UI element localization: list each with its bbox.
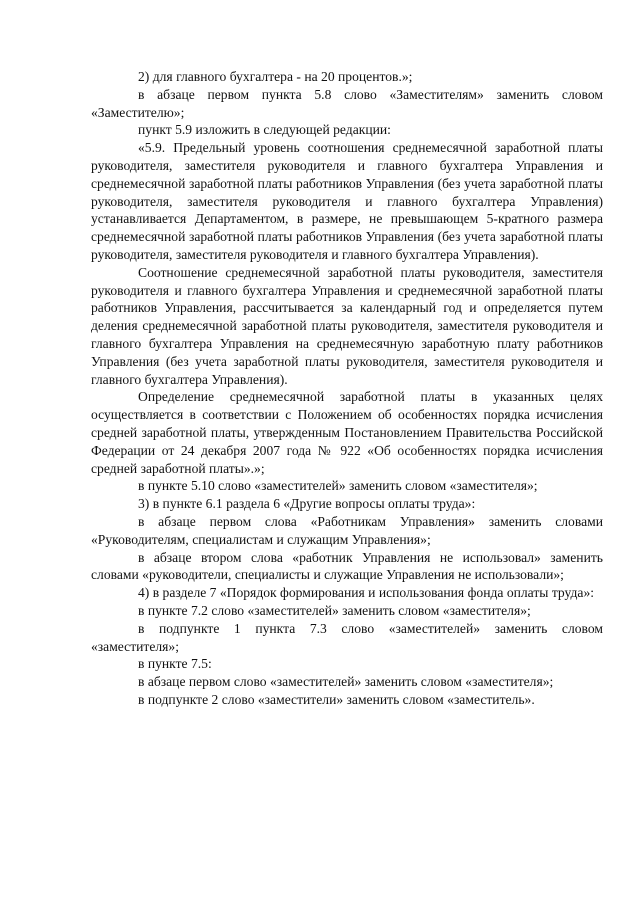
- document-body: [91, 68, 603, 709]
- paragraph-15: в абзаце первом слово «заместителей» заменить словом «заместителя»;: [138, 674, 554, 690]
- paragraph-5: Соотношение среднемесячной заработной платы руководителя, заместителя руководителя и главного бухгалтера Управления и среднемесячной заработной платы работников Управления, рассчитывается за календарный год и определяется путем деления среднемесячной заработной платы руководителя, заместителя руководителя и главного бухгалтера Управления на среднемесячную заработную плату работников Управления (без учета заработной платы руководителя, заместителя руководителя и главного бухгалтера Управления).: [91, 264, 603, 387]
- paragraph-12: в пункте 7.2 слово «заместителей» заменить словом «заместителя»;: [138, 602, 531, 618]
- paragraph-1: 2) для главного бухгалтера - на 20 процентов.»;: [138, 69, 413, 84]
- paragraph-14: в пункте 7.5:: [138, 656, 212, 672]
- paragraph-10: в абзаце втором слова «работник Управления не использовал» заменить словами «руководители, специалисты и служащие Управления не использовали»;: [91, 549, 603, 583]
- paragraph-8: 3) в пункте 6.1 раздела 6 «Другие вопросы оплаты труда»:: [138, 496, 476, 512]
- paragraph-6: Определение среднемесячной заработной платы в указанных целях осуществляется в соответствии с Положением об особенностях порядка исчисления средней заработной платы, утвержденным Постановлением Правительства Российской Федерации от 24 декабря 2007 года № 922 «Об особенностях порядка исчисления средней заработной платы».»;: [91, 389, 603, 476]
- paragraph-11: 4) в разделе 7 «Порядок формирования и использования фонда оплаты труда»:: [138, 585, 595, 601]
- paragraph-13: в подпункте 1 пункта 7.3 слово «заместителей» заменить словом «заместителя»;: [91, 620, 603, 654]
- paragraph-3: пункт 5.9 изложить в следующей редакции:: [138, 122, 391, 138]
- paragraph-4: «5.9. Предельный уровень соотношения среднемесячной заработной платы руководителя, заместителя руководителя и главного бухгалтера Управления и среднемесячной заработной платы работников Управления (без учета заработной платы руководителя, заместителя руководителя и главного бухгалтера Управления) устанавливается Департаментом, в размере, не превышающем 5-кратного размера среднемесячной заработной платы работников Управления (без учета заработной платы руководителя, заместителя руководителя и главного бухгалтера Управления).: [91, 140, 603, 262]
- paragraph-9: в абзаце первом слова «Работникам Управления» заменить словами «Руководителям, специалистам и служащим Управления»;: [91, 513, 603, 547]
- paragraph-16: в подпункте 2 слово «заместители» заменить словом «заместитель».: [138, 691, 535, 707]
- paragraph-2: в абзаце первом пункта 5.8 слово «Заместителям» заменить словом «Заместителю»;: [91, 86, 603, 120]
- paragraph-7: в пункте 5.10 слово «заместителей» заменить словом «заместителя»;: [138, 478, 538, 494]
